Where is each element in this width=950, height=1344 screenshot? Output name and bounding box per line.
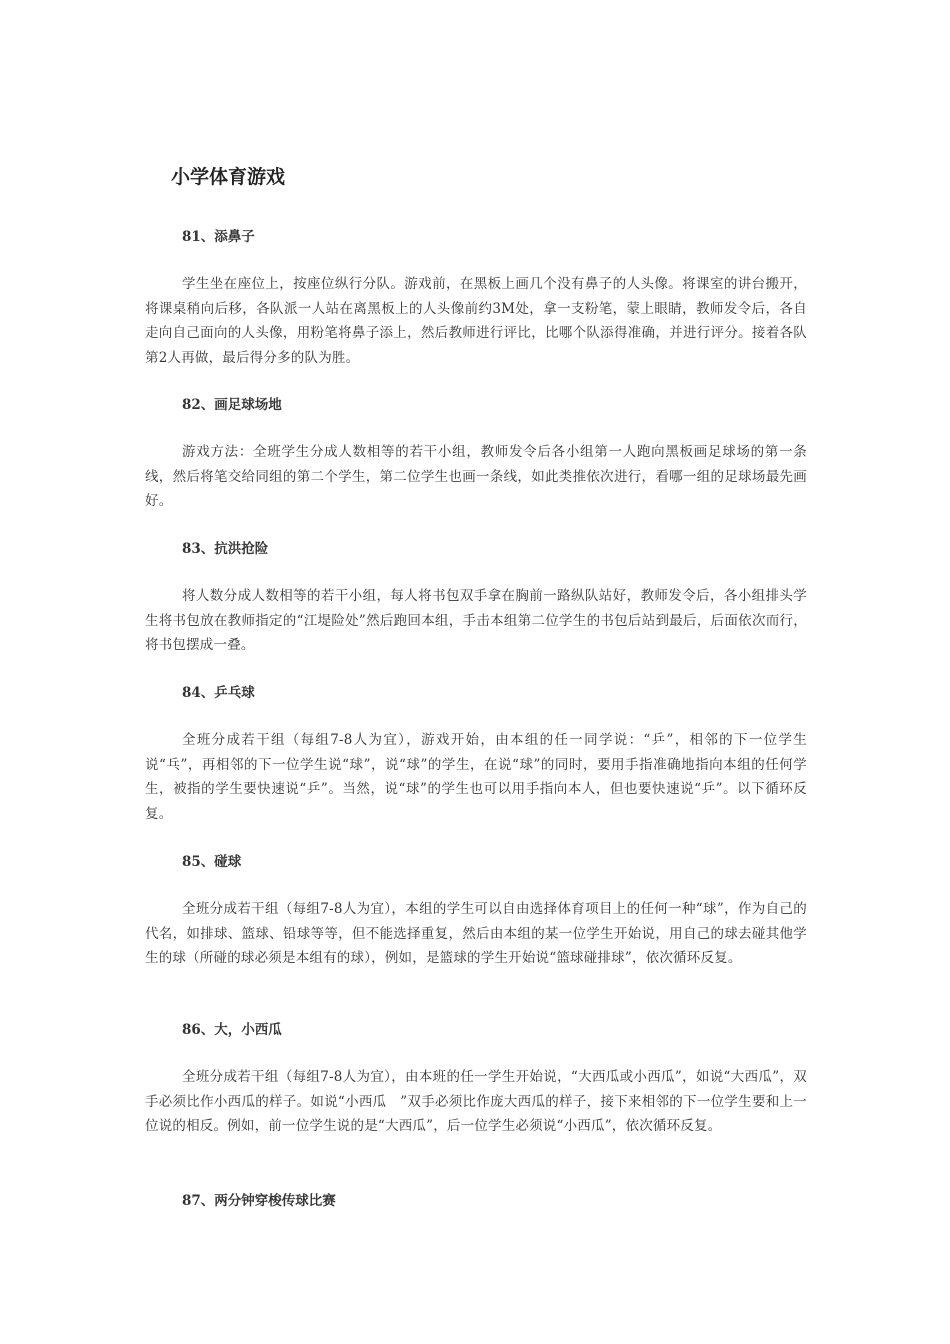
section-body: 将人数分成人数相等的若干小组，每人将书包双手拿在胸前一路纵队站好，教师发令后，各小组排头学生将书包放在教师指定的“江堤险处”然后跑回本组，手击本组第二位学生的书包后站到最后，后面依次而行，将书包摆成一叠。 xyxy=(145,588,807,654)
section-body: 学生坐在座位上，按座位纵行分队。游戏前，在黑板上画几个没有鼻子的人头像。将课室的讲台搬开，将课桌稍向后移，各队派一人站在离黑板上的人头像前约3M处，拿一支粉笔，蒙上眼睛，教师发令后，各自走向自己面向的人头像，用粉笔将鼻子添上，然后教师进行评比，比哪个队添得准确，并进行评分。接着各队第2人再做，最后得分多的队为胜。 xyxy=(145,276,807,366)
section-heading: 87、两分钟穿梭传球比赛 xyxy=(182,1193,336,1209)
section-body: 游戏方法：全班学生分成人数相等的若干小组，教师发令后各小组第一人跑向黑板画足球场的第一条线，然后将笔交给同组的第二个学生，第二位学生也画一条线，如此类推依次进行，看哪一组的足球场最先画好。 xyxy=(145,444,807,510)
section-heading: 85、碰球 xyxy=(182,854,242,870)
section-body: 全班分成若干组（每组7-8人为宜），由本班的任一学生开始说，“大西瓜或小西瓜”，如说“大西瓜”，双手必须比作小西瓜的样子。如说“小西瓜 ”双手必须比作庞大西瓜的样子，接下来相邻的下一位学生要和上一位说的相反。例如，前一位学生说的是“大西瓜”，后一位学生必须说“小西瓜”，依次循环反复。 xyxy=(145,1069,807,1135)
section-heading: 81、添鼻子 xyxy=(182,229,255,245)
game-section-86 xyxy=(145,1019,807,1139)
game-section-82 xyxy=(145,394,807,514)
section-body: 全班分成若干组（每组7-8人为宜），本组的学生可以自由选择体育项目上的任何一种“球”，作为自己的代名，如排球、篮球、铅球等等，但不能选择重复，然后由本组的某一位学生开始说，用自己的球去碰其他学生的球（所碰的球必须是本组有的球），例如，是篮球的学生开始说“篮球碰排球”，依次循环反复。 xyxy=(145,901,807,967)
game-section-81 xyxy=(145,226,807,370)
section-heading: 84、乒乓球 xyxy=(182,685,255,701)
game-section-84 xyxy=(145,682,807,826)
section-body: 全班分成若干组（每组7-8人为宜），游戏开始，由本组的任一同学说：“乒”，相邻的下一位学生说“乓”，再相邻的下一位学生说“球”，说“球”的学生，在说“球”的同时，要用手指准确地指向本组的任何学生，被指的学生要快速说“乒”。当然，说“球”的学生也可以用手指向本人，但也要快速说“乒”。以下循环反复。 xyxy=(145,732,807,822)
game-section-85 xyxy=(145,851,807,971)
document-title: 小学体育游戏 xyxy=(171,166,286,188)
game-section-83 xyxy=(145,538,807,658)
game-section-87 xyxy=(145,1190,807,1212)
section-heading: 83、抗洪抢险 xyxy=(182,541,269,557)
section-heading: 82、画足球场地 xyxy=(182,397,282,413)
section-heading: 86、大，小西瓜 xyxy=(182,1022,282,1038)
